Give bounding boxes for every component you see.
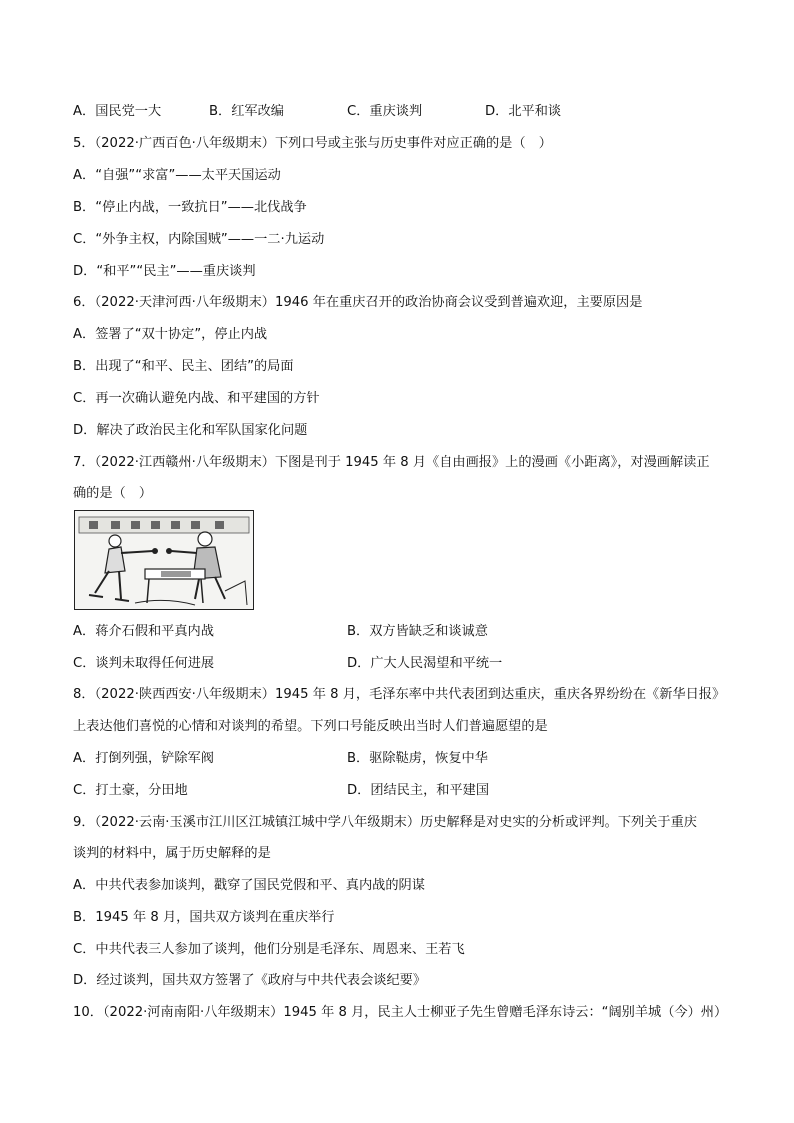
q7-option-d: D．广大人民渴望和平统一 <box>347 656 503 671</box>
q8-stem-line2: 上表达他们喜悦的心情和对谈判的希望。下列口号能反映出当时人们普遍愿望的是 <box>73 719 548 734</box>
q4-option-b: B．红军改编 <box>209 104 284 119</box>
q7-option-c: C．谈判未取得任何进展 <box>73 656 215 671</box>
q9-option-a: A．中共代表参加谈判，戳穿了国民党假和平、真内战的阴谋 <box>73 878 425 893</box>
q4-option-d: D．北平和谈 <box>485 104 562 119</box>
q9-option-d: D．经过谈判，国共双方签署了《政府与中共代表会谈纪要》 <box>73 973 427 988</box>
cartoon-drawing <box>75 511 254 610</box>
q6-option-c: C．再一次确认避免内战、和平建国的方针 <box>73 391 320 406</box>
q6-stem: 6．（2022·天津河西·八年级期末）1946 年在重庆召开的政治协商会议受到普遍欢迎，主要原因是 <box>73 295 643 310</box>
q5-stem: 5．（2022·广西百色·八年级期末）下列口号或主张与历史事件对应正确的是（ ） <box>73 136 552 151</box>
q9-stem-line1: 9．（2022·云南·玉溪市江川区江城镇江城中学八年级期末）历史解释是对史实的分析或评判。下列关于重庆 <box>73 815 697 830</box>
q7-option-a: A．蒋介石假和平真内战 <box>73 624 214 639</box>
q5-option-d: D．“和平”“民主”——重庆谈判 <box>73 264 256 279</box>
q4-option-c: C．重庆谈判 <box>347 104 423 119</box>
q10-stem-line1: 10．（2022·河南南阳·八年级期末）1945 年 8 月，民主人士柳亚子先生曾赠毛泽东诗云：“阔别羊城（今）州） <box>73 1005 728 1020</box>
q7-option-b: B．双方皆缺乏和谈诚意 <box>347 624 488 639</box>
q9-option-b: B．1945 年 8 月，国共双方谈判在重庆举行 <box>73 910 335 925</box>
q9-stem-line2: 谈判的材料中，属于历史解释的是 <box>73 846 271 861</box>
q5-option-b: B．“停止内战，一致抗日”——北伐战争 <box>73 200 307 215</box>
q8-option-b: B．驱除鞑虏，恢复中华 <box>347 751 488 766</box>
q6-option-d: D．解决了政治民主化和军队国家化问题 <box>73 423 308 438</box>
q5-option-c: C．“外争主权，内除国贼”——一二·九运动 <box>73 232 325 247</box>
q8-option-c: C．打土豪，分田地 <box>73 783 188 798</box>
q4-option-a: A．国民党一大 <box>73 104 162 119</box>
cartoon-image <box>74 510 254 610</box>
q6-option-b: B．出现了“和平、民主、团结”的局面 <box>73 359 294 374</box>
q6-option-a: A．签署了“双十协定”，停止内战 <box>73 327 268 342</box>
q7-stem-line1: 7．（2022·江西赣州·八年级期末）下图是刊于 1945 年 8 月《自由画报》上的漫画《小距离》，对漫画解读正 <box>73 455 710 470</box>
q9-option-c: C．中共代表三人参加了谈判，他们分别是毛泽东、周恩来、王若飞 <box>73 942 465 957</box>
q8-option-a: A．打倒列强，铲除军阀 <box>73 751 214 766</box>
q8-option-d: D．团结民主，和平建国 <box>347 783 490 798</box>
q5-option-a: A．“自强”“求富”——太平天国运动 <box>73 168 281 183</box>
q8-stem-line1: 8．（2022·陕西西安·八年级期末）1945 年 8 月，毛泽东率中共代表团到达重庆，重庆各界纷纷在《新华日报》 <box>73 687 726 702</box>
q7-stem-line2: 确的是（ ） <box>73 486 153 501</box>
